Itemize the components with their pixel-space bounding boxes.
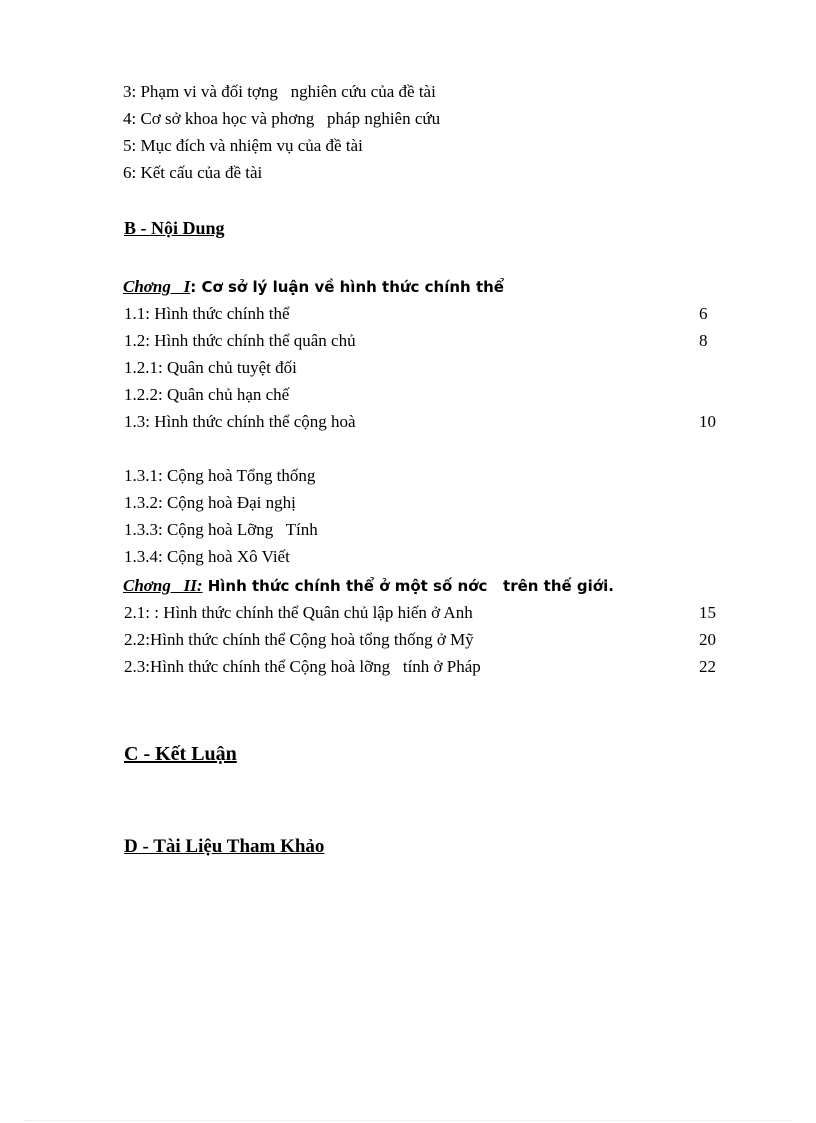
toc-item: 1.3.4: Cộng hoà Xô Viết (124, 547, 290, 566)
section-heading-b: B - Nội Dung (124, 218, 225, 238)
section-heading-d: D - Tài Liệu Tham Khảo (124, 836, 325, 857)
chapter-label: Chơng I (123, 277, 191, 296)
toc-page-number: 10 (699, 412, 716, 431)
toc-page-number: 22 (699, 657, 716, 676)
chapter-title: : Cơ sở lý luận về hình thức chính thể (190, 278, 504, 296)
toc-item: 1.2: Hình thức chính thể quân chủ (124, 331, 356, 350)
section-heading-c: C - Kết Luận (124, 743, 237, 765)
chapter-label: Chơng II: (123, 576, 203, 595)
toc-item: 1.2.1: Quân chủ tuyệt đối (124, 358, 297, 377)
toc-item: 4: Cơ sở khoa học và phơng pháp nghiên cứu (123, 109, 441, 128)
toc-item: 1.1: Hình thức chính thể (124, 304, 290, 323)
toc-item: 5: Mục đích và nhiệm vụ của đề tài (123, 136, 363, 155)
toc-item: 1.3.2: Cộng hoà Đại nghị (124, 493, 296, 512)
toc-item: 1.2.2: Quân chủ hạn chế (124, 385, 290, 404)
toc-item: 2.3:Hình thức chính thể Cộng hoà lỡng tính ở Pháp (124, 657, 481, 676)
toc-item: 1.3.1: Cộng hoà Tổng thống (124, 466, 316, 485)
chapter-heading-1 (123, 277, 504, 297)
toc-page-number: 6 (699, 304, 708, 323)
chapter-heading-2 (123, 576, 614, 596)
toc-page-number: 8 (699, 331, 708, 350)
page-bottom-rule (24, 1120, 792, 1121)
toc-item: 2.1: : Hình thức chính thể Quân chủ lập hiến ở Anh (124, 603, 473, 622)
toc-item: 1.3.3: Cộng hoà Lỡng Tính (124, 520, 318, 539)
toc-item: 3: Phạm vi và đối tợng nghiên cứu của đề tài (123, 82, 436, 101)
toc-item: 1.3: Hình thức chính thể cộng hoà (124, 412, 356, 431)
toc-page-number: 20 (699, 630, 716, 649)
chapter-title: Hình thức chính thể ở một số nớc trên thế giới. (202, 577, 614, 595)
toc-page-number: 15 (699, 603, 716, 622)
toc-item: 6: Kết cấu của đề tài (123, 163, 263, 182)
toc-item: 2.2:Hình thức chính thể Cộng hoà tổng thống ở Mỹ (124, 630, 474, 649)
